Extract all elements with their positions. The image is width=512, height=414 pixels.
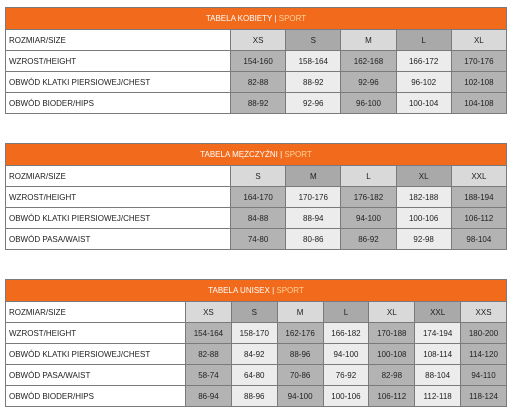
table-cell: 100-108	[369, 344, 415, 365]
sport-accent: SPORT	[284, 150, 312, 159]
row-label: OBWÓD BIODER/HIPS	[6, 93, 231, 114]
table-cell: 118-124	[461, 386, 507, 407]
table-cell: 108-114	[415, 344, 461, 365]
header-label: ROZMIAR/SIZE	[6, 166, 231, 187]
table-cell: 88-96	[277, 344, 323, 365]
table-cell: 174-194	[415, 323, 461, 344]
table-cell: 162-176	[277, 323, 323, 344]
table-row	[6, 187, 507, 208]
table-cell: 170-176	[286, 187, 341, 208]
size-table-men	[5, 143, 507, 250]
table-cell: 154-164	[186, 323, 232, 344]
table-cell: 92-98	[396, 229, 451, 250]
table-cell: 182-188	[396, 187, 451, 208]
size-header: S	[286, 30, 341, 51]
table-cell: 88-96	[231, 386, 277, 407]
table-cell: 176-182	[341, 187, 396, 208]
table-row	[6, 386, 507, 407]
size-header: L	[341, 166, 396, 187]
header-label: ROZMIAR/SIZE	[6, 302, 186, 323]
table-cell: 96-102	[396, 72, 451, 93]
size-header: XS	[186, 302, 232, 323]
table-cell: 188-194	[451, 187, 506, 208]
table-title: TABELA MĘŻCZYŹNI | SPORT	[6, 144, 507, 166]
table-cell: 166-172	[396, 51, 451, 72]
table-cell: 82-88	[231, 72, 286, 93]
table-cell: 76-92	[323, 365, 369, 386]
table-cell: 104-108	[451, 93, 506, 114]
table-cell: 154-160	[231, 51, 286, 72]
size-header: L	[396, 30, 451, 51]
table-cell: 94-110	[461, 365, 507, 386]
table-cell: 92-96	[341, 72, 396, 93]
row-label: OBWÓD PASA/WAIST	[6, 365, 186, 386]
size-table-women	[5, 7, 507, 114]
table-cell: 86-92	[341, 229, 396, 250]
row-label: OBWÓD KLATKI PIERSIOWEJ/CHEST	[6, 344, 186, 365]
table-row	[6, 365, 507, 386]
size-header: XS	[231, 30, 286, 51]
sport-accent: SPORT	[276, 286, 304, 295]
size-header: S	[231, 302, 277, 323]
table-cell: 86-94	[186, 386, 232, 407]
table-cell: 112-118	[415, 386, 461, 407]
table-cell: 84-92	[231, 344, 277, 365]
table-cell: 96-100	[341, 93, 396, 114]
table-cell: 82-88	[186, 344, 232, 365]
table-cell: 106-112	[451, 208, 506, 229]
table-cell: 180-200	[461, 323, 507, 344]
size-header: XL	[451, 30, 506, 51]
table-row	[6, 51, 507, 72]
row-label: WZROST/HEIGHT	[6, 51, 231, 72]
row-label: OBWÓD KLATKI PIERSIOWEJ/CHEST	[6, 208, 231, 229]
table-cell: 94-100	[323, 344, 369, 365]
table-cell: 98-104	[451, 229, 506, 250]
table-cell: 88-94	[286, 208, 341, 229]
table-cell: 88-104	[415, 365, 461, 386]
table-row	[6, 344, 507, 365]
table-cell: 84-88	[231, 208, 286, 229]
table-cell: 158-170	[231, 323, 277, 344]
table-cell: 94-100	[277, 386, 323, 407]
size-header: M	[286, 166, 341, 187]
table-cell: 170-176	[451, 51, 506, 72]
table-cell: 94-100	[341, 208, 396, 229]
size-header: L	[323, 302, 369, 323]
row-label: OBWÓD KLATKI PIERSIOWEJ/CHEST	[6, 72, 231, 93]
table-cell: 70-86	[277, 365, 323, 386]
table-title: TABELA KOBIETY | SPORT	[6, 8, 507, 30]
size-table-unisex	[5, 279, 507, 407]
table-cell: 88-92	[231, 93, 286, 114]
table-cell: 64-80	[231, 365, 277, 386]
size-header: XL	[369, 302, 415, 323]
table-cell: 100-104	[396, 93, 451, 114]
size-header: XL	[396, 166, 451, 187]
size-header: M	[341, 30, 396, 51]
table-cell: 74-80	[231, 229, 286, 250]
sport-accent: SPORT	[278, 14, 307, 23]
table-cell: 158-164	[286, 51, 341, 72]
table-row	[6, 72, 507, 93]
size-header: XXL	[415, 302, 461, 323]
table-cell: 102-108	[451, 72, 506, 93]
table-cell: 100-106	[323, 386, 369, 407]
row-label: WZROST/HEIGHT	[6, 187, 231, 208]
size-header: XXS	[461, 302, 507, 323]
header-label: ROZMIAR/SIZE	[6, 30, 231, 51]
size-header: S	[231, 166, 286, 187]
table-cell: 82-98	[369, 365, 415, 386]
table-row	[6, 323, 507, 344]
size-header: XXL	[451, 166, 506, 187]
table-cell: 58-74	[186, 365, 232, 386]
row-label: WZROST/HEIGHT	[6, 323, 186, 344]
table-cell: 170-188	[369, 323, 415, 344]
row-label: OBWÓD BIODER/HIPS	[6, 386, 186, 407]
row-label: OBWÓD PASA/WAIST	[6, 229, 231, 250]
table-cell: 100-106	[396, 208, 451, 229]
table-row	[6, 229, 507, 250]
table-cell: 166-182	[323, 323, 369, 344]
table-cell: 162-168	[341, 51, 396, 72]
table-cell: 80-86	[286, 229, 341, 250]
table-cell: 92-96	[286, 93, 341, 114]
table-cell: 114-120	[461, 344, 507, 365]
table-row	[6, 93, 507, 114]
size-header: M	[277, 302, 323, 323]
table-title: TABELA UNISEX | SPORT	[6, 280, 507, 302]
table-cell: 106-112	[369, 386, 415, 407]
table-row	[6, 208, 507, 229]
table-cell: 164-170	[231, 187, 286, 208]
table-cell: 88-92	[286, 72, 341, 93]
